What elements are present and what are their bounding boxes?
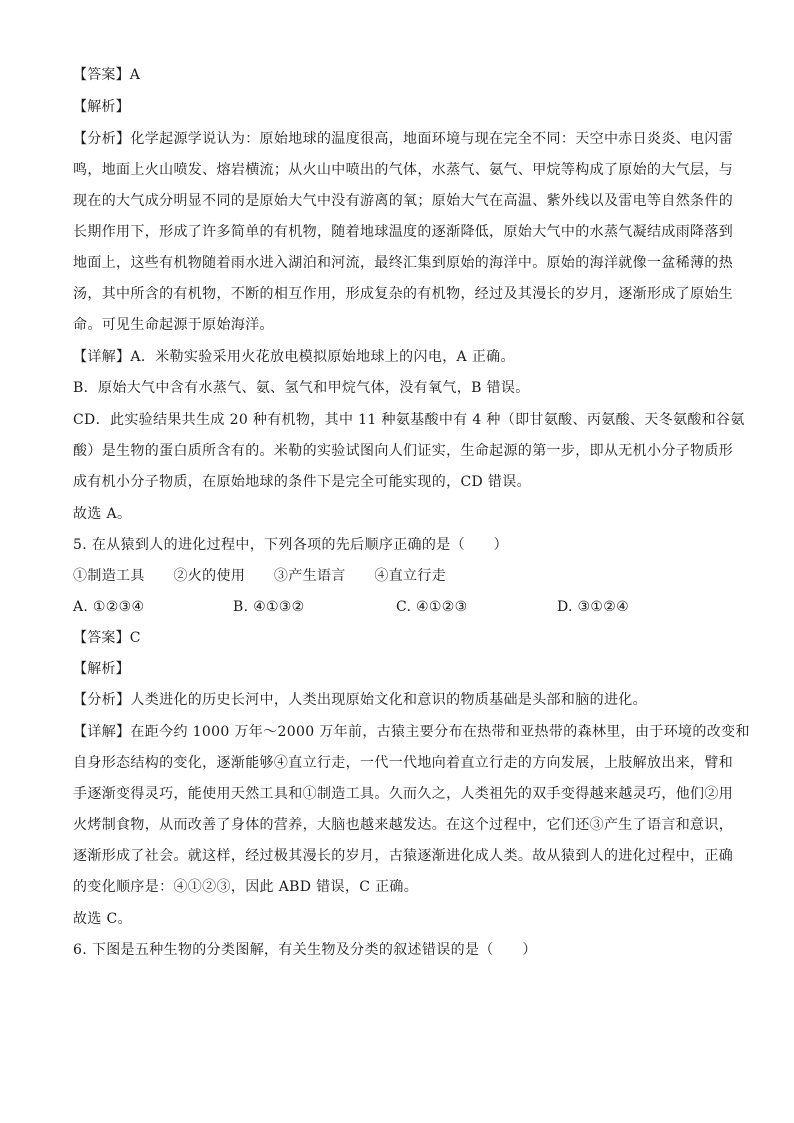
q5-option-a: A. ①②③④ — [73, 599, 145, 615]
q5-option-d: D. ③①②④ — [557, 599, 629, 615]
q4-analysis-line: 命。可见生命起源于原始海洋。 — [73, 317, 274, 333]
q4-detail-line: B．原始大气中含有水蒸气、氨、氢气和甲烷气体，没有氧气，B 错误。 — [73, 380, 530, 396]
q4-analysis-line: 汤，其中所含的有机物，不断的相互作用，形成复杂的有机物，经过及其漫长的岁月，逐渐形成了原始生 — [73, 286, 734, 302]
q4-detail-line: 成有机小分子物质，在原始地球的条件下是完全可能实现的，CD 错误。 — [73, 474, 531, 490]
q4-detail-line: 【详解】A．米勒实验采用火花放电模拟原始地球上的闪电，A 正确。 — [73, 349, 515, 365]
q5-option-c: C. ④①②③ — [396, 599, 468, 615]
q5-conclusion: 故选 C。 — [73, 911, 132, 927]
q4-analysis-heading: 【解析】 — [73, 99, 130, 115]
q5-stem: 5. 在从猿到人的进化过程中，下列各项的先后顺序正确的是（ ） — [73, 537, 509, 553]
q4-analysis-line: 长期作用下，形成了许多简单的有机物，随着地球温度的逐渐降低，原始大气中的水蒸气凝结成雨降落到 — [73, 224, 734, 240]
q5-analysis: 【分析】人类进化的历史长河中，人类出现原始文化和意识的物质基础是头部和脑的进化。 — [73, 692, 647, 708]
q5-detail-line: 逐渐形成了社会。就这样，经过极其漫长的岁月，古猿逐渐进化成人类。故从猿到人的进化过程中，正确 — [73, 848, 734, 864]
q4-analysis-line: 地面上，这些有机物随着雨水进入湖泊和河流，最终汇集到原始的海洋中。原始的海洋就像一盆稀薄的热 — [73, 255, 734, 271]
q4-analysis-line: 【分析】化学起源学说认为：原始地球的温度很高，地面环境与现在完全不同：天空中赤日炎炎、电闪雷 — [73, 131, 734, 147]
q4-detail-line: 酸）是生物的蛋白质所含有的。米勒的实验试图向人们证实，生命起源的第一步，即从无机小分子物质形 — [73, 443, 734, 459]
q5-items: ①制造工具 ②火的使用 ③产生语言 ④直立行走 — [73, 568, 447, 584]
q5-answer: 【答案】C — [73, 630, 141, 646]
q4-answer: 【答案】A — [73, 67, 141, 83]
q5-option-b: B. ④①③② — [233, 599, 305, 615]
q4-conclusion: 故选 A。 — [73, 506, 132, 522]
q5-detail-line: 自身形态结构的变化，逐渐能够④直立行走，一代一代地向着直立行走的方向发展，上肢解放出来，臂和 — [73, 755, 734, 771]
q5-detail-line: 的变化顺序是：④①②③，因此 ABD 错误，C 正确。 — [73, 879, 419, 895]
q4-analysis-line: 现在的大气成分明显不同的是原始大气中没有游离的氧；原始大气在高温、紫外线以及雷电等自然条件的 — [73, 193, 734, 209]
q5-detail-line: 手逐渐变得灵巧，能使用天然工具和①制造工具。久而久之，人类祖先的双手变得越来越灵巧，他们②用 — [73, 786, 734, 802]
q6-stem: 6. 下图是五种生物的分类图解，有关生物及分类的叙述错误的是（ ） — [73, 942, 537, 958]
q4-detail-line: CD．此实验结果共生成 20 种有机物，其中 11 种氨基酸中有 4 种（即甘氨酸、丙氨酸、天冬氨酸和谷氨 — [73, 412, 745, 428]
q5-analysis-heading: 【解析】 — [73, 661, 130, 677]
q5-detail-line: 【详解】在距今约 1000 万年～2000 万年前，古猿主要分布在热带和亚热带的森林里，由于环境的改变和 — [73, 724, 750, 740]
q5-detail-line: 火烤制食物，从而改善了身体的营养，大脑也越来越发达。在这个过程中，它们还③产生了语言和意识， — [73, 817, 734, 833]
q4-analysis-line: 鸣，地面上火山喷发、熔岩横流；从火山中喷出的气体，水蒸气、氨气、甲烷等构成了原始的大气层，与 — [73, 162, 734, 178]
